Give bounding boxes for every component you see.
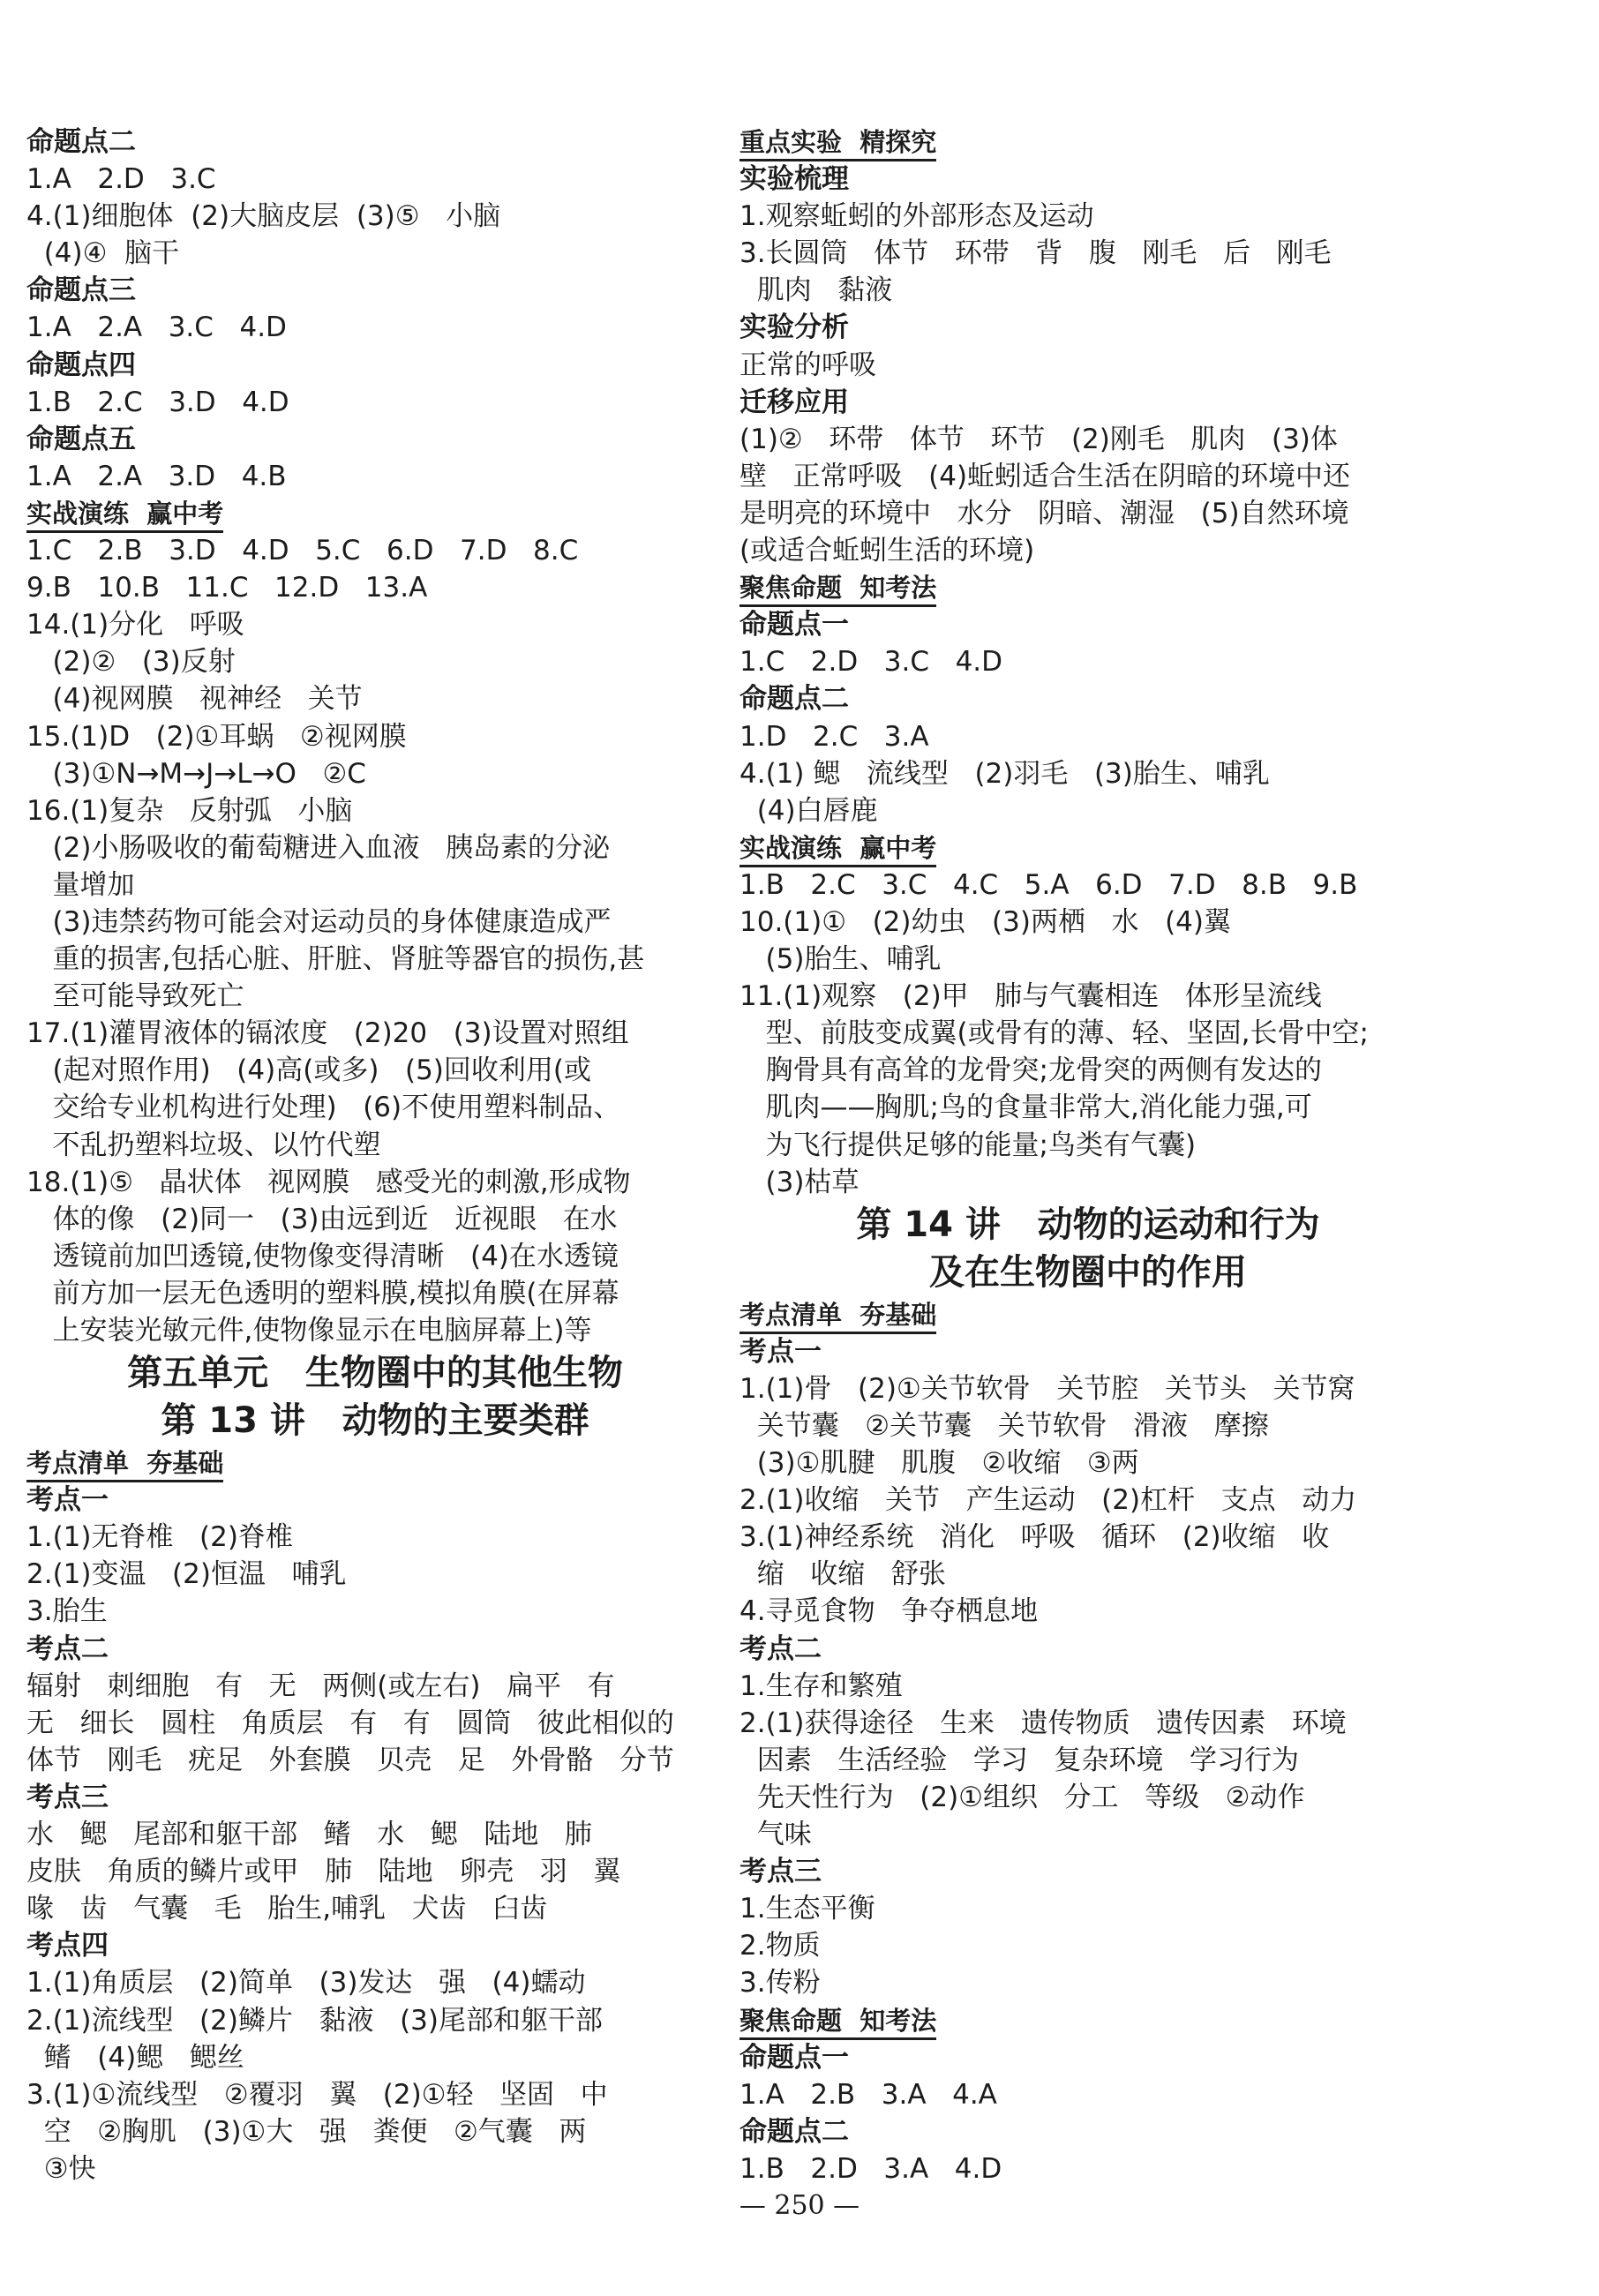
section-title: 第 14 讲 动物的运动和行为 bbox=[856, 1204, 1320, 1245]
answer-line: 不乱扔塑料垃圾、以竹代塑 bbox=[26, 1129, 381, 1161]
answer-line: 1.(1)骨 (2)①关节软骨 关节腔 关节头 关节窝 bbox=[739, 1372, 1355, 1405]
answer-line: 3.(1)①流线型 ②覆羽 翼 (2)①轻 坚固 中 bbox=[26, 2078, 608, 2111]
subheading: 考点四 bbox=[26, 1930, 109, 1962]
answer-line: 18.(1)⑤ 晶状体 视网膜 感受光的刺激,形成物 bbox=[26, 1166, 631, 1198]
answer-line: 1.A 2.B 3.A 4.A bbox=[739, 2078, 997, 2111]
answer-line: (3)违禁药物可能会对运动员的身体健康造成严 bbox=[26, 905, 612, 938]
subheading: 考点三 bbox=[26, 1781, 109, 1813]
answer-line: 3.传粉 bbox=[739, 1967, 821, 2000]
subheading: 考点一 bbox=[26, 1484, 109, 1517]
answer-line: 鳍 (4)鳃 鳃丝 bbox=[26, 2041, 244, 2074]
answer-line: 9.B 10.B 11.C 12.D 13.A bbox=[26, 572, 428, 604]
answer-line: 1.A 2.A 3.C 4.D bbox=[26, 311, 287, 344]
answer-line: (3)①N→M→J→L→O ②C bbox=[26, 757, 366, 790]
answer-line: 至可能导致死亡 bbox=[26, 980, 244, 1013]
subheading: 命题点二 bbox=[739, 683, 849, 716]
answer-line: 重的损害,包括心脏、肝脏、肾脏等器官的损伤,甚 bbox=[26, 943, 645, 976]
answer-line: 交给专业机构进行处理) (6)不使用塑料制品、 bbox=[26, 1092, 621, 1124]
answer-line: 2.(1)流线型 (2)鳞片 黏液 (3)尾部和躯干部 bbox=[26, 2004, 603, 2037]
answer-line: 关节囊 ②关节囊 关节软骨 滑液 摩擦 bbox=[739, 1410, 1269, 1442]
answer-line: 量增加 bbox=[26, 868, 135, 901]
section-title: 第五单元 生物圈中的其他生物 bbox=[127, 1353, 623, 1394]
subheading: 考点一 bbox=[739, 1335, 822, 1368]
answer-line: 是明亮的环境中 水分 阴暗、潮湿 (5)自然环境 bbox=[739, 497, 1349, 529]
answer-line: 为飞行提供足够的能量;鸟类有气囊) bbox=[739, 1129, 1197, 1161]
answer-line: 透镜前加凹透镜,使物像变得清晰 (4)在水透镜 bbox=[26, 1240, 619, 1272]
section-banner bbox=[739, 2002, 1437, 2039]
section-title: 第 13 讲 动物的主要类群 bbox=[161, 1400, 589, 1442]
answer-line: 体的像 (2)同一 (3)由远到近 近视眼 在水 bbox=[26, 1203, 618, 1235]
section-banner bbox=[739, 829, 1437, 867]
right-column bbox=[739, 124, 1437, 2187]
subheading: 命题点一 bbox=[739, 609, 849, 642]
answer-line: (3)①肌腱 肌腹 ②收缩 ③两 bbox=[739, 1447, 1139, 1480]
answer-line: 1.生态平衡 bbox=[739, 1893, 875, 1925]
answer-line: (4)视网膜 视神经 关节 bbox=[26, 683, 363, 716]
answer-line: 1.B 2.C 3.D 4.D bbox=[26, 386, 289, 418]
answer-line: 前方加一层无色透明的塑料膜,模拟角膜(在屏幕 bbox=[26, 1277, 619, 1309]
section-banner bbox=[26, 495, 724, 532]
page-number: — 250 — bbox=[739, 2190, 860, 2221]
subheading: 命题点三 bbox=[26, 274, 136, 307]
subheading: 考点二 bbox=[26, 1632, 109, 1665]
answer-line: 2.物质 bbox=[739, 1930, 821, 1962]
answer-line: 肌肉 黏液 bbox=[739, 274, 893, 307]
answer-line: 1.(1)角质层 (2)简单 (3)发达 强 (4)蠕动 bbox=[26, 1967, 586, 2000]
section-banner-text: 考点清单 夯基础 bbox=[739, 1300, 936, 1334]
answer-line: 1.A 2.D 3.C bbox=[26, 163, 216, 196]
section-banner-text: 实战演练 赢中考 bbox=[26, 499, 223, 533]
answer-line: (起对照作用) (4)高(或多) (5)回收利用(或 bbox=[26, 1054, 591, 1087]
left-column bbox=[26, 124, 724, 2187]
section-banner-text: 聚焦命题 知考法 bbox=[739, 2006, 936, 2040]
section-banner-text: 重点实验 精探究 bbox=[739, 127, 936, 161]
subheading: 考点三 bbox=[739, 1856, 822, 1888]
answer-line: 3.(1)神经系统 消化 呼吸 循环 (2)收缩 收 bbox=[739, 1521, 1330, 1554]
answer-line: 1.生存和繁殖 bbox=[739, 1669, 903, 1702]
answer-line: 1.B 2.D 3.A 4.D bbox=[739, 2152, 1002, 2185]
answer-line: 因素 生活经验 学习 复杂环境 学习行为 bbox=[739, 1744, 1299, 1776]
section-banner bbox=[739, 124, 1437, 161]
answer-line: 皮肤 角质的鳞片或甲 肺 陆地 卵壳 羽 翼 bbox=[26, 1856, 621, 1888]
answer-line: (4)④ 脑干 bbox=[26, 237, 180, 270]
answer-line: 2.(1)收缩 关节 产生运动 (2)杠杆 支点 动力 bbox=[739, 1484, 1357, 1517]
answer-line: 15.(1)D (2)①耳蜗 ②视网膜 bbox=[26, 720, 407, 753]
section-banner-text: 考点清单 夯基础 bbox=[26, 1448, 223, 1482]
answer-line: 2.(1)获得途径 生来 遗传物质 遗传因素 环境 bbox=[739, 1707, 1347, 1739]
answer-line: 体节 刚毛 疣足 外套膜 贝壳 足 外骨骼 分节 bbox=[26, 1744, 674, 1776]
section-banner bbox=[739, 1296, 1437, 1333]
answer-line: 壁 正常呼吸 (4)蚯蚓适合生活在阴暗的环境中还 bbox=[739, 460, 1351, 492]
answer-line: 辐射 刺细胞 有 无 两侧(或左右) 扁平 有 bbox=[26, 1669, 615, 1702]
subheading: 命题点二 bbox=[26, 126, 136, 158]
subheading: 命题点二 bbox=[739, 2115, 849, 2148]
answer-line: 水 鳃 尾部和躯干部 鳍 水 鳃 陆地 肺 bbox=[26, 1819, 592, 1851]
answer-line: 1.C 2.B 3.D 4.D 5.C 6.D 7.D 8.C bbox=[26, 535, 579, 567]
answer-line: 17.(1)灌胃液体的镉浓度 (2)20 (3)设置对照组 bbox=[26, 1017, 629, 1050]
answer-line: 4.(1) 鳃 流线型 (2)羽毛 (3)胎生、哺乳 bbox=[739, 757, 1270, 790]
subheading: 迁移应用 bbox=[739, 386, 849, 418]
answer-line: (或适合蚯蚓生活的环境) bbox=[739, 535, 1035, 567]
answer-line: 上安装光敏元件,使物像显示在电脑屏幕上)等 bbox=[26, 1315, 592, 1347]
subheading: 命题点五 bbox=[26, 423, 136, 455]
answer-line: 14.(1)分化 呼吸 bbox=[26, 609, 244, 642]
answer-line: 3.长圆筒 体节 环带 背 腹 刚毛 后 刚毛 bbox=[739, 237, 1332, 270]
section-banner-text: 聚焦命题 知考法 bbox=[739, 573, 936, 607]
answer-line: ③快 bbox=[26, 2152, 96, 2185]
answer-line: 喙 齿 气囊 毛 胎生,哺乳 犬齿 臼齿 bbox=[26, 1893, 548, 1925]
answer-line: 正常的呼吸 bbox=[739, 349, 876, 381]
answer-line: 4.寻觅食物 争夺栖息地 bbox=[739, 1595, 1039, 1628]
subheading: 实验梳理 bbox=[739, 163, 849, 196]
answer-line: 11.(1)观察 (2)甲 肺与气囊相连 体形呈流线 bbox=[739, 980, 1322, 1013]
answer-line: 型、前肢变成翼(或骨有的薄、轻、坚固,长骨中空; bbox=[739, 1017, 1369, 1050]
answer-line: (2)② (3)反射 bbox=[26, 646, 236, 679]
answer-line: 1.C 2.D 3.C 4.D bbox=[739, 646, 1003, 679]
answer-line: 10.(1)① (2)幼虫 (3)两栖 水 (4)翼 bbox=[739, 905, 1231, 938]
answer-line: 2.(1)变温 (2)恒温 哺乳 bbox=[26, 1558, 347, 1591]
answer-line: (1)② 环带 体节 环节 (2)刚毛 肌肉 (3)体 bbox=[739, 423, 1338, 455]
answer-line: 空 ②胸肌 (3)①大 强 粪便 ②气囊 两 bbox=[26, 2115, 587, 2148]
section-banner bbox=[739, 569, 1437, 606]
subheading: 命题点四 bbox=[26, 349, 136, 381]
subheading: 考点二 bbox=[739, 1632, 822, 1665]
answer-line: 1.观察蚯蚓的外部形态及运动 bbox=[739, 200, 1094, 233]
answer-line: 1.B 2.C 3.C 4.C 5.A 6.D 7.D 8.B 9.B bbox=[739, 868, 1358, 901]
answer-line: 胸骨具有高耸的龙骨突;龙骨突的两侧有发达的 bbox=[739, 1054, 1323, 1087]
answer-line: 16.(1)复杂 反射弧 小脑 bbox=[26, 794, 353, 827]
answer-line: 1.A 2.A 3.D 4.B bbox=[26, 460, 287, 492]
section-title: 及在生物圈中的作用 bbox=[929, 1251, 1247, 1293]
answer-line: (5)胎生、哺乳 bbox=[739, 943, 942, 976]
answer-line: 缩 收缩 舒张 bbox=[739, 1558, 946, 1591]
answer-line: (3)枯草 bbox=[739, 1166, 860, 1198]
section-banner bbox=[26, 1444, 724, 1482]
section-banner-text: 实战演练 赢中考 bbox=[739, 833, 936, 867]
subheading: 实验分析 bbox=[739, 311, 849, 344]
answer-line: 先天性行为 (2)①组织 分工 等级 ②动作 bbox=[739, 1781, 1305, 1813]
answer-line: 1.(1)无脊椎 (2)脊椎 bbox=[26, 1521, 293, 1554]
answer-line: 1.D 2.C 3.A bbox=[739, 720, 929, 753]
answer-line: 4.(1)细胞体 (2)大脑皮层 (3)⑤ 小脑 bbox=[26, 200, 501, 233]
answer-line: 无 细长 圆柱 角质层 有 有 圆筒 彼此相似的 bbox=[26, 1707, 674, 1739]
subheading: 命题点一 bbox=[739, 2041, 849, 2074]
answer-line: 3.胎生 bbox=[26, 1595, 108, 1628]
answer-line: 气味 bbox=[739, 1819, 812, 1851]
answer-line: 肌肉——胸肌;鸟的食量非常大,消化能力强,可 bbox=[739, 1092, 1312, 1124]
answer-line: (2)小肠吸收的葡萄糖进入血液 胰岛素的分泌 bbox=[26, 831, 611, 864]
answer-line: (4)白唇鹿 bbox=[739, 794, 878, 827]
